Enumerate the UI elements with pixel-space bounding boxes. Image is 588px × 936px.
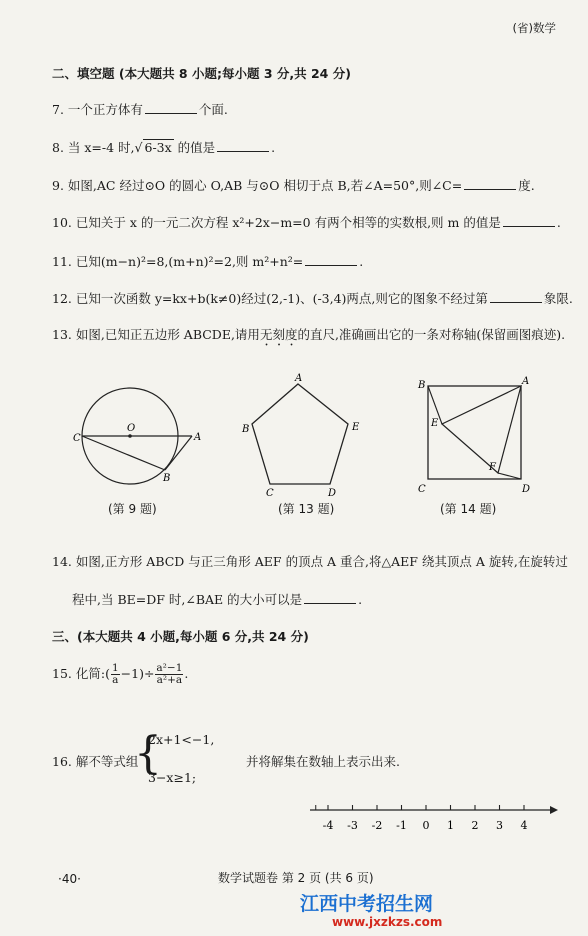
answer-blank bbox=[305, 253, 357, 266]
q14-text-line1: 14. 如图,正方形 ABCD 与正三角形 AEF 的顶点 A 重合,将△AEF 绕其顶点 A 旋转,在旋转过 bbox=[52, 554, 568, 569]
q14-text-end: . bbox=[358, 592, 363, 607]
q15-text-mid: −1)÷ bbox=[120, 666, 155, 681]
label-f: F bbox=[489, 462, 496, 473]
line-ab bbox=[165, 436, 192, 470]
question-9 bbox=[52, 176, 535, 194]
number-line-label: 1 bbox=[447, 819, 454, 832]
q9-text-end: 度. bbox=[518, 178, 535, 193]
question-16-label: 16. 解不等式组 bbox=[52, 754, 139, 769]
q11-text-end: . bbox=[359, 254, 364, 269]
number-line-ticks bbox=[306, 805, 528, 832]
figure-14-square bbox=[412, 372, 537, 497]
answer-blank bbox=[464, 177, 516, 190]
line-df bbox=[498, 473, 521, 479]
q12-text-end: 象限. bbox=[543, 291, 573, 306]
figure-9-caption: (第 9 题) bbox=[108, 502, 157, 516]
figure-9-circle bbox=[70, 378, 210, 488]
q11-text: 11. 已知(m−n)²=8,(m+n)²=2,则 m²+n²= bbox=[52, 254, 304, 269]
number-line-label: 3 bbox=[496, 819, 503, 832]
q12-text: 12. 已知一次函数 y=kx+b(k≠0)经过(2,-1)、(-3,4)两点,则它的图象不经过第 bbox=[52, 291, 488, 306]
label-o: O bbox=[127, 423, 136, 434]
q10-text-end: . bbox=[556, 215, 561, 230]
watermark-brand bbox=[300, 889, 433, 916]
inequality-2: 3−x≥1; bbox=[148, 770, 197, 785]
q8-text-end: . bbox=[271, 140, 276, 155]
section2-title: 二、填空题 (本大题共 8 小题;每小题 3 分,共 24 分) bbox=[52, 66, 351, 81]
q15-fraction-2 bbox=[155, 663, 183, 686]
arrow-icon bbox=[550, 806, 558, 814]
question-14-cont bbox=[72, 590, 362, 608]
label-a: A bbox=[295, 373, 303, 384]
square-abcd bbox=[428, 386, 521, 479]
number-line-label: -4 bbox=[322, 819, 334, 832]
fraction-numerator: a²−1 bbox=[156, 662, 183, 674]
question-10 bbox=[52, 213, 561, 231]
answer-blank bbox=[145, 101, 197, 114]
figure-13-pentagon bbox=[240, 372, 370, 497]
label-e: E bbox=[431, 418, 439, 429]
number-line-label: -2 bbox=[371, 819, 383, 832]
q15-fraction-1 bbox=[111, 663, 120, 686]
q15-text-end: . bbox=[184, 666, 189, 681]
q13-emphasis: 无刻度 bbox=[259, 327, 298, 342]
fraction-denominator: a bbox=[112, 674, 119, 686]
section3-title: 三、(本大题共 4 小题,每小题 6 分,共 24 分) bbox=[52, 629, 309, 644]
number-line-label: -3 bbox=[347, 819, 358, 832]
label-c: C bbox=[73, 433, 81, 444]
q13-text-end: 的直尺,准确画出它的一条对称轴(保留画图痕迹). bbox=[297, 327, 566, 342]
q13-text: 13. 如图,已知正五边形 ABCDE,请用 bbox=[52, 327, 260, 342]
page-header-label: (省)数学 bbox=[512, 21, 556, 35]
triangle-aef bbox=[442, 386, 521, 473]
label-b: B bbox=[418, 380, 426, 391]
answer-blank bbox=[304, 591, 356, 604]
answer-blank bbox=[503, 214, 555, 227]
q14-text-line2: 程中,当 BE=DF 时,∠BAE 的大小可以是 bbox=[72, 592, 303, 607]
label-e: E bbox=[352, 422, 360, 433]
question-14 bbox=[52, 552, 568, 570]
question-15 bbox=[52, 663, 188, 686]
watermark-url: www.jxzkzs.com bbox=[332, 915, 443, 929]
figure-14-caption: (第 14 题) bbox=[440, 502, 497, 516]
question-12 bbox=[52, 289, 573, 307]
number-line-label: 2 bbox=[471, 819, 479, 832]
label-c: C bbox=[266, 488, 274, 497]
label-c: C bbox=[418, 484, 426, 495]
page-number: ·40· bbox=[58, 872, 81, 886]
q9-text: 9. 如图,AC 经过⊙O 的圆心 O,AB 与⊙O 相切于点 B,若∠A=50°,则∠C= bbox=[52, 178, 463, 193]
label-d: D bbox=[522, 484, 531, 495]
label-b: B bbox=[163, 473, 171, 484]
label-d: D bbox=[328, 488, 337, 497]
q15-text: 15. 化简:( bbox=[52, 666, 110, 681]
fraction-numerator: 1 bbox=[111, 662, 119, 674]
q7-text: 7. 一个正方体有 bbox=[52, 102, 143, 117]
q8-text: 8. 当 x=-4 时, bbox=[52, 140, 135, 155]
inequality-brace: { bbox=[134, 728, 162, 779]
figure-13-caption: (第 13 题) bbox=[278, 502, 335, 516]
label-a: A bbox=[522, 376, 530, 387]
question-13 bbox=[52, 325, 565, 349]
q8-radicand: 6-3x bbox=[144, 140, 172, 155]
question-11 bbox=[52, 252, 363, 270]
label-a: A bbox=[194, 432, 202, 443]
pentagon-abcde bbox=[252, 384, 348, 484]
q7-text-end: 个面. bbox=[198, 102, 228, 117]
answer-blank bbox=[490, 290, 542, 303]
number-line bbox=[306, 796, 562, 836]
q10-text: 10. 已知关于 x 的一元二次方程 x²+2x−m=0 有两个相等的实数根,则 m 的值是 bbox=[52, 215, 501, 230]
label-b: B bbox=[242, 424, 250, 435]
center-point bbox=[128, 434, 132, 438]
footer-title: 数学试题卷 第 2 页 (共 6 页) bbox=[218, 871, 374, 885]
question-16-text: 并将解集在数轴上表示出来. bbox=[246, 754, 400, 769]
fraction-denominator: a²+a bbox=[156, 674, 183, 686]
number-line-label: 0 bbox=[422, 819, 430, 832]
line-cb bbox=[82, 436, 165, 470]
question-7 bbox=[52, 100, 228, 118]
inequality-1: 2x+1<−1, bbox=[148, 732, 215, 747]
question-8: 8. 当 x=-4 时,√ 6-3x 的值是 . bbox=[52, 140, 276, 155]
number-line-label: -1 bbox=[396, 819, 407, 832]
answer-blank bbox=[217, 139, 269, 152]
q8-text-mid: 的值是 bbox=[173, 140, 216, 155]
number-line-label: 4 bbox=[520, 819, 528, 832]
watermark-brand-text: 江西中考招生网 bbox=[300, 893, 434, 915]
